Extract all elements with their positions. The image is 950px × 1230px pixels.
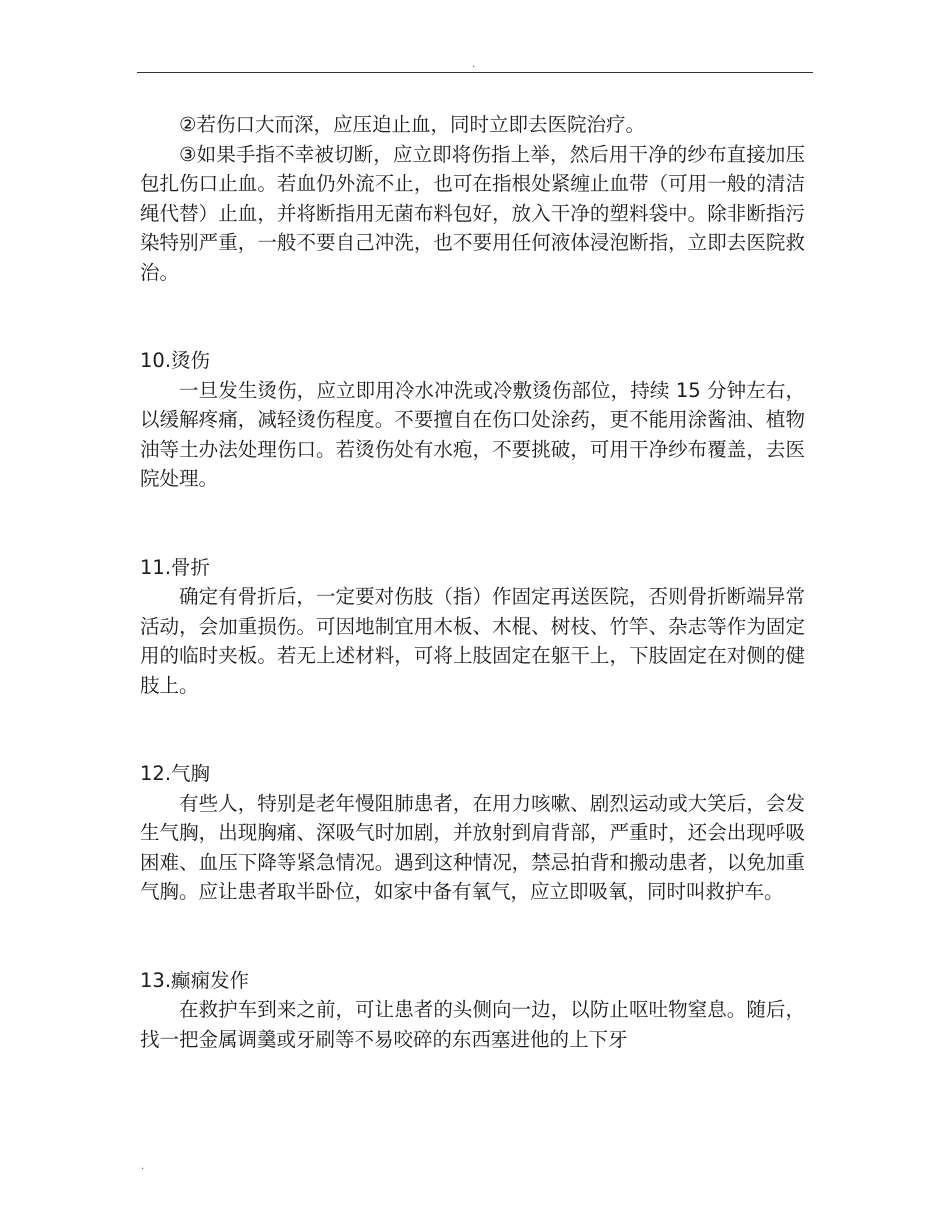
paragraph: 一旦发生烫伤，应立即用冷水冲洗或冷敷烫伤部位，持续 15 分钟左右，以缓解疼痛，减轻烫伤程度。不要擅自在伤口处涂药，更不能用涂酱油、植物油等土办法处理伤口。若烫伤处有水疱，不要挑破，可用干净纱布覆盖，去医院处理。: [140, 378, 805, 490]
paragraph: 在救护车到来之前，可让患者的头侧向一边，以防止呕吐物窒息。随后，找一把金属调羹或牙刷等不易咬碎的东西塞进他的上下牙: [140, 998, 805, 1051]
section-fracture: [140, 553, 805, 701]
document-body: [140, 110, 805, 1054]
section-gap: [140, 287, 805, 346]
header-mark: .: [472, 59, 476, 70]
section-heading: 12.气胸: [140, 762, 211, 785]
paragraph: 确定有骨折后，一定要对伤肢（指）作固定再送医院，否则骨折断端异常活动，会加重损伤。可因地制宜用木板、木棍、树枝、竹竿、杂志等作为固定用的临时夹板。若无上述材料，可将上肢固定在躯干上，下肢固定在对侧的健肢上。: [140, 585, 805, 697]
footer-mark: .: [141, 1161, 145, 1172]
section-heading: 11.骨折: [140, 555, 211, 579]
section-heading: 10.烫伤: [140, 349, 211, 372]
section-pneumothorax: [140, 759, 805, 907]
section-gap: [140, 907, 805, 966]
section-gap: [140, 700, 805, 759]
paragraph: ②若伤口大而深，应压迫止血，同时立即去医院治疗。: [179, 113, 645, 136]
section-wound-care: [140, 110, 805, 287]
section-gap: [140, 494, 805, 553]
section-burns: [140, 346, 805, 494]
paragraph: 有些人，特别是老年慢阻肺患者，在用力咳嗽、剧烈运动或大笑后，会发生气胸，出现胸痛、深吸气时加剧，并放射到肩背部，严重时，还会出现呼吸困难、血压下降等紧急情况。遇到这种情况，禁忌拍背和搬动患者，以免加重气胸。应让患者取半卧位，如家中备有氧气，应立即吸氧，同时叫救护车。: [140, 791, 805, 903]
section-epilepsy: [140, 966, 805, 1055]
paragraph: ③如果手指不幸被切断，应立即将伤指上举，然后用干净的纱布直接加压包扎伤口止血。若血仍外流不止，也可在指根处紧缠止血带（可用一般的清洁绳代替）止血，并将断指用无菌布料包好，放入干净的塑料袋中。除非断指污染特别严重，一般不要自己冲洗，也不要用任何液体浸泡断指，立即去医院救治。: [140, 142, 805, 284]
header-rule: [137, 72, 813, 73]
section-heading: 13.癫痫发作: [140, 968, 250, 992]
